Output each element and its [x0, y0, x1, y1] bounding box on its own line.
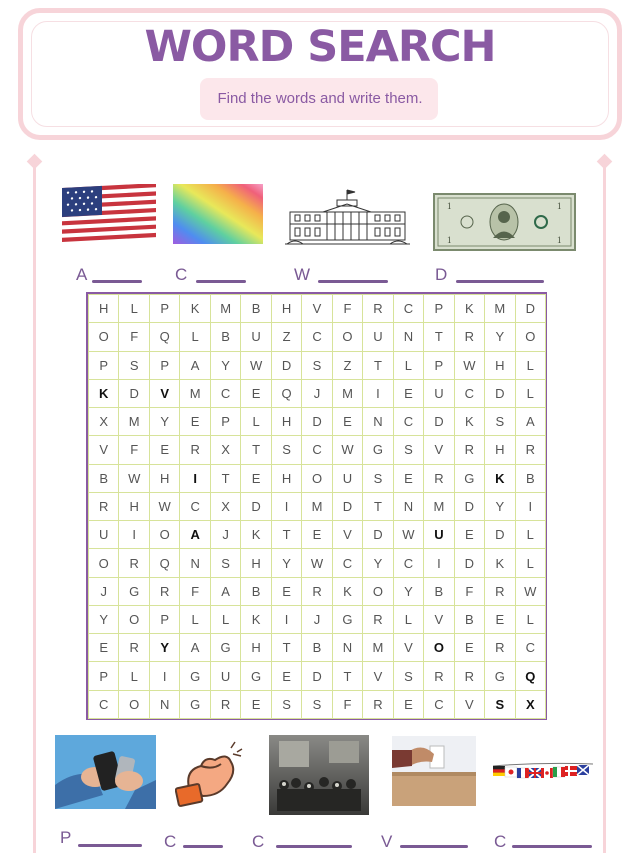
grid-cell[interactable]: C: [180, 492, 210, 520]
page-subtitle: Find the words and write them.: [217, 90, 423, 107]
grid-cell[interactable]: F: [454, 577, 484, 605]
grid-cell[interactable]: N: [393, 323, 423, 351]
grid-cell[interactable]: S: [393, 662, 423, 690]
grid-cell[interactable]: O: [363, 577, 393, 605]
grid-cell[interactable]: S: [210, 549, 240, 577]
grid-cell[interactable]: P: [89, 351, 119, 379]
grid-cell[interactable]: R: [363, 690, 393, 718]
grid-cell[interactable]: R: [485, 634, 515, 662]
grid-row: [89, 379, 546, 407]
grid-cell[interactable]: C: [302, 323, 332, 351]
rainbow-icon: [173, 184, 263, 244]
grid-cell[interactable]: D: [485, 521, 515, 549]
svg-text:1: 1: [447, 235, 452, 245]
grid-cell[interactable]: R: [363, 605, 393, 633]
grid-cell[interactable]: X: [210, 436, 240, 464]
grid-cell[interactable]: K: [241, 521, 271, 549]
grid-cell[interactable]: O: [119, 605, 149, 633]
grid-cell[interactable]: D: [515, 295, 545, 323]
grid-cell[interactable]: P: [424, 295, 454, 323]
right-diamond-ornament: [597, 154, 613, 170]
grid-cell[interactable]: I: [271, 492, 301, 520]
clue-c1-answer-line[interactable]: [183, 845, 223, 848]
grid-cell[interactable]: Q: [515, 662, 545, 690]
grid-cell[interactable]: V: [89, 436, 119, 464]
grid-cell[interactable]: R: [454, 436, 484, 464]
grid-cell[interactable]: Y: [485, 492, 515, 520]
grid-cell[interactable]: N: [180, 549, 210, 577]
grid-cell[interactable]: E: [302, 521, 332, 549]
ballot-box-icon: [392, 736, 476, 806]
grid-row: [89, 295, 546, 323]
snapping-fingers-icon: [175, 740, 243, 810]
left-diamond-ornament: [27, 154, 43, 170]
grid-cell[interactable]: A: [210, 577, 240, 605]
grid-cell[interactable]: G: [363, 436, 393, 464]
grid-cell[interactable]: W: [302, 549, 332, 577]
grid-cell[interactable]: O: [332, 323, 362, 351]
svg-text:1: 1: [557, 201, 562, 211]
grid-cell[interactable]: K: [454, 295, 484, 323]
grid-cell[interactable]: F: [119, 323, 149, 351]
grid-cell[interactable]: Q: [149, 549, 179, 577]
grid-cell[interactable]: S: [485, 690, 515, 718]
grid-cell[interactable]: C: [424, 690, 454, 718]
grid-cell[interactable]: E: [454, 634, 484, 662]
grid-cell[interactable]: Y: [363, 549, 393, 577]
grid-cell[interactable]: H: [241, 634, 271, 662]
svg-text:1: 1: [447, 201, 452, 211]
grid-cell[interactable]: I: [515, 492, 545, 520]
grid-cell[interactable]: R: [515, 436, 545, 464]
grid-cell[interactable]: M: [302, 492, 332, 520]
grid-cell[interactable]: T: [241, 436, 271, 464]
grid-cell[interactable]: R: [454, 662, 484, 690]
grid-cell[interactable]: H: [271, 464, 301, 492]
grid-cell[interactable]: C: [332, 549, 362, 577]
grid-cell[interactable]: H: [149, 464, 179, 492]
grid-cell[interactable]: E: [393, 690, 423, 718]
grid-cell[interactable]: E: [241, 379, 271, 407]
grid-cell[interactable]: L: [515, 379, 545, 407]
grid-cell[interactable]: D: [454, 492, 484, 520]
grid-cell[interactable]: D: [332, 492, 362, 520]
grid-row: [89, 634, 546, 662]
grid-cell[interactable]: S: [485, 408, 515, 436]
grid-cell[interactable]: C: [302, 436, 332, 464]
grid-cell[interactable]: R: [363, 295, 393, 323]
grid-cell[interactable]: B: [302, 634, 332, 662]
grid-cell[interactable]: V: [332, 521, 362, 549]
grid-cell[interactable]: S: [302, 351, 332, 379]
grid-cell[interactable]: F: [119, 436, 149, 464]
grid-cell[interactable]: G: [180, 690, 210, 718]
grid-cell[interactable]: V: [363, 662, 393, 690]
grid-cell[interactable]: J: [302, 605, 332, 633]
grid-cell[interactable]: A: [180, 351, 210, 379]
grid-cell[interactable]: I: [180, 464, 210, 492]
grid-cell[interactable]: V: [454, 690, 484, 718]
grid-cell[interactable]: C: [393, 549, 423, 577]
grid-cell[interactable]: V: [149, 379, 179, 407]
grid-cell[interactable]: S: [119, 351, 149, 379]
svg-text:1: 1: [557, 235, 562, 245]
grid-cell[interactable]: P: [210, 408, 240, 436]
grid-cell[interactable]: E: [241, 690, 271, 718]
grid-cell[interactable]: E: [180, 408, 210, 436]
american-flag-icon: [62, 184, 156, 242]
white-house-icon: [285, 186, 410, 250]
grid-cell[interactable]: K: [332, 577, 362, 605]
grid-cell[interactable]: W: [515, 577, 545, 605]
grid-cell[interactable]: W: [149, 492, 179, 520]
grid-cell[interactable]: L: [180, 605, 210, 633]
grid-cell[interactable]: R: [149, 577, 179, 605]
grid-cell[interactable]: E: [271, 662, 301, 690]
grid-cell[interactable]: R: [424, 464, 454, 492]
grid-cell[interactable]: K: [180, 295, 210, 323]
grid-cell[interactable]: O: [119, 690, 149, 718]
grid-cell[interactable]: B: [515, 464, 545, 492]
left-border-line: [33, 160, 36, 853]
grid-cell[interactable]: L: [180, 323, 210, 351]
grid-cell[interactable]: G: [119, 577, 149, 605]
grid-row: [89, 408, 546, 436]
page-title: WORD SEARCH: [144, 22, 496, 72]
word-search-table: [88, 294, 546, 719]
grid-cell[interactable]: X: [515, 690, 545, 718]
grid-row: [89, 521, 546, 549]
grid-cell[interactable]: D: [119, 379, 149, 407]
clue-c3-letter: C: [494, 832, 507, 851]
grid-row: [89, 323, 546, 351]
grid-cell[interactable]: N: [363, 408, 393, 436]
grid-cell[interactable]: O: [515, 323, 545, 351]
grid-cell[interactable]: Y: [149, 634, 179, 662]
grid-cell[interactable]: G: [210, 634, 240, 662]
grid-cell[interactable]: I: [149, 662, 179, 690]
grid-cell[interactable]: Q: [271, 379, 301, 407]
grid-cell[interactable]: Q: [149, 323, 179, 351]
grid-cell[interactable]: S: [271, 436, 301, 464]
grid-cell[interactable]: T: [332, 662, 362, 690]
clue-d-answer-line[interactable]: [456, 280, 544, 283]
grid-cell[interactable]: W: [332, 436, 362, 464]
grid-cell[interactable]: U: [332, 464, 362, 492]
grid-cell[interactable]: R: [302, 577, 332, 605]
grid-cell[interactable]: C: [454, 379, 484, 407]
grid-row: [89, 549, 546, 577]
grid-cell[interactable]: P: [424, 351, 454, 379]
grid-cell[interactable]: J: [89, 577, 119, 605]
grid-cell[interactable]: L: [393, 351, 423, 379]
grid-cell[interactable]: N: [149, 690, 179, 718]
grid-cell[interactable]: A: [515, 408, 545, 436]
grid-cell[interactable]: H: [271, 295, 301, 323]
clue-d-letter: D: [435, 265, 448, 284]
grid-cell[interactable]: S: [302, 690, 332, 718]
grid-cell[interactable]: Z: [271, 323, 301, 351]
grid-cell[interactable]: Y: [149, 408, 179, 436]
grid-cell[interactable]: M: [332, 379, 362, 407]
grid-cell[interactable]: N: [332, 634, 362, 662]
grid-cell[interactable]: O: [302, 464, 332, 492]
clue-a-answer-line[interactable]: [92, 280, 142, 283]
grid-cell[interactable]: B: [424, 577, 454, 605]
grid-cell[interactable]: E: [393, 464, 423, 492]
grid-cell[interactable]: I: [119, 521, 149, 549]
clue-c2-answer-line[interactable]: [276, 845, 352, 848]
grid-cell[interactable]: U: [424, 521, 454, 549]
grid-cell[interactable]: E: [485, 605, 515, 633]
grid-cell[interactable]: E: [271, 577, 301, 605]
grid-cell[interactable]: L: [515, 351, 545, 379]
grid-cell[interactable]: V: [424, 605, 454, 633]
grid-cell[interactable]: O: [424, 634, 454, 662]
grid-cell[interactable]: V: [393, 634, 423, 662]
grid-cell[interactable]: B: [210, 323, 240, 351]
grid-cell[interactable]: G: [485, 662, 515, 690]
grid-cell[interactable]: D: [454, 549, 484, 577]
grid-cell[interactable]: W: [454, 351, 484, 379]
grid-cell[interactable]: V: [424, 436, 454, 464]
grid-cell[interactable]: U: [89, 521, 119, 549]
clue-c2-letter: C: [252, 832, 265, 851]
grid-cell[interactable]: R: [180, 436, 210, 464]
grid-cell[interactable]: L: [515, 521, 545, 549]
grid-cell[interactable]: H: [241, 549, 271, 577]
grid-cell[interactable]: B: [241, 577, 271, 605]
grid-cell[interactable]: O: [149, 521, 179, 549]
grid-cell[interactable]: C: [210, 379, 240, 407]
clue-p-letter: P: [60, 828, 72, 847]
grid-cell[interactable]: U: [363, 323, 393, 351]
grid-cell[interactable]: I: [363, 379, 393, 407]
grid-cell[interactable]: F: [180, 577, 210, 605]
grid-cell[interactable]: F: [332, 295, 362, 323]
grid-cell[interactable]: G: [454, 464, 484, 492]
grid-cell[interactable]: R: [119, 549, 149, 577]
grid-cell[interactable]: D: [302, 408, 332, 436]
grid-cell[interactable]: D: [424, 408, 454, 436]
grid-cell[interactable]: C: [393, 408, 423, 436]
grid-cell[interactable]: T: [210, 464, 240, 492]
payment-phone-icon: [55, 735, 156, 809]
grid-cell[interactable]: R: [119, 634, 149, 662]
grid-cell[interactable]: Y: [210, 351, 240, 379]
grid-cell[interactable]: T: [363, 351, 393, 379]
grid-cell[interactable]: L: [119, 295, 149, 323]
grid-cell[interactable]: O: [89, 323, 119, 351]
grid-cell[interactable]: T: [363, 492, 393, 520]
grid-cell[interactable]: W: [119, 464, 149, 492]
grid-cell[interactable]: H: [271, 408, 301, 436]
grid-row: [89, 351, 546, 379]
grid-cell[interactable]: C: [393, 295, 423, 323]
clue-w-answer-line[interactable]: [318, 280, 388, 283]
grid-row: [89, 690, 546, 718]
grid-cell[interactable]: K: [485, 464, 515, 492]
grid-cell[interactable]: A: [180, 634, 210, 662]
clue-v-letter: V: [381, 832, 393, 851]
grid-cell[interactable]: V: [302, 295, 332, 323]
grid-row: [89, 577, 546, 605]
grid-cell[interactable]: M: [180, 379, 210, 407]
clue-c-answer-line[interactable]: [196, 280, 246, 283]
grid-cell[interactable]: T: [271, 521, 301, 549]
grid-cell[interactable]: D: [363, 521, 393, 549]
grid-cell[interactable]: A: [180, 521, 210, 549]
grid-cell[interactable]: O: [89, 549, 119, 577]
grid-cell[interactable]: L: [515, 605, 545, 633]
grid-cell[interactable]: K: [454, 408, 484, 436]
grid-cell[interactable]: Y: [271, 549, 301, 577]
grid-cell[interactable]: Y: [485, 323, 515, 351]
grid-cell[interactable]: K: [89, 379, 119, 407]
grid-cell[interactable]: R: [454, 323, 484, 351]
grid-cell[interactable]: G: [241, 662, 271, 690]
grid-cell[interactable]: Y: [393, 577, 423, 605]
grid-cell[interactable]: H: [485, 436, 515, 464]
grid-cell[interactable]: L: [515, 549, 545, 577]
grid-cell[interactable]: M: [210, 295, 240, 323]
grid-cell[interactable]: L: [119, 662, 149, 690]
grid-cell[interactable]: L: [241, 408, 271, 436]
grid-cell[interactable]: H: [89, 295, 119, 323]
world-flags-icon: [493, 760, 593, 790]
grid-cell[interactable]: J: [210, 521, 240, 549]
grid-cell[interactable]: S: [271, 690, 301, 718]
grid-cell[interactable]: W: [393, 521, 423, 549]
grid-cell[interactable]: E: [393, 379, 423, 407]
grid-row: [89, 605, 546, 633]
grid-cell[interactable]: R: [210, 690, 240, 718]
grid-cell[interactable]: M: [485, 295, 515, 323]
grid-cell[interactable]: Y: [89, 605, 119, 633]
grid-cell[interactable]: B: [454, 605, 484, 633]
clue-c3-answer-line[interactable]: [512, 845, 592, 848]
grid-cell[interactable]: R: [485, 577, 515, 605]
grid-cell[interactable]: P: [89, 662, 119, 690]
grid-cell[interactable]: U: [424, 379, 454, 407]
grid-cell[interactable]: U: [241, 323, 271, 351]
grid-cell[interactable]: E: [332, 408, 362, 436]
grid-cell[interactable]: D: [241, 492, 271, 520]
grid-cell[interactable]: L: [393, 605, 423, 633]
grid-cell[interactable]: P: [149, 295, 179, 323]
grid-cell[interactable]: E: [454, 521, 484, 549]
grid-cell[interactable]: E: [89, 634, 119, 662]
grid-cell[interactable]: X: [210, 492, 240, 520]
grid-cell[interactable]: M: [424, 492, 454, 520]
grid-cell[interactable]: Z: [332, 351, 362, 379]
grid-cell[interactable]: M: [119, 408, 149, 436]
grid-cell[interactable]: B: [89, 464, 119, 492]
grid-cell[interactable]: K: [241, 605, 271, 633]
grid-cell[interactable]: C: [89, 690, 119, 718]
grid-cell[interactable]: G: [332, 605, 362, 633]
clue-p-answer-line[interactable]: [78, 844, 142, 847]
grid-cell[interactable]: J: [302, 379, 332, 407]
grid-cell[interactable]: E: [241, 464, 271, 492]
grid-cell[interactable]: F: [332, 690, 362, 718]
grid-row: [89, 436, 546, 464]
clue-v-answer-line[interactable]: [400, 845, 468, 848]
grid-cell[interactable]: T: [271, 634, 301, 662]
grid-cell[interactable]: L: [210, 605, 240, 633]
grid-cell[interactable]: H: [119, 492, 149, 520]
clue-a-letter: A: [76, 265, 88, 284]
grid-cell[interactable]: T: [424, 323, 454, 351]
grid-cell[interactable]: I: [271, 605, 301, 633]
grid-row: [89, 464, 546, 492]
clue-c1-letter: C: [164, 832, 177, 851]
congress-painting-icon: [269, 735, 369, 815]
grid-cell[interactable]: D: [271, 351, 301, 379]
grid-cell[interactable]: U: [210, 662, 240, 690]
dollar-bill-icon: [433, 193, 576, 251]
grid-cell[interactable]: R: [424, 662, 454, 690]
grid-row: [89, 662, 546, 690]
grid-cell[interactable]: P: [149, 605, 179, 633]
grid-cell[interactable]: R: [89, 492, 119, 520]
grid-cell[interactable]: C: [515, 634, 545, 662]
grid-row: [89, 492, 546, 520]
grid-cell[interactable]: H: [485, 351, 515, 379]
grid-cell[interactable]: S: [363, 464, 393, 492]
grid-cell[interactable]: P: [149, 351, 179, 379]
word-search-grid: [86, 292, 547, 720]
grid-cell[interactable]: I: [424, 549, 454, 577]
grid-cell[interactable]: N: [393, 492, 423, 520]
grid-cell[interactable]: M: [363, 634, 393, 662]
grid-cell[interactable]: G: [180, 662, 210, 690]
grid-cell[interactable]: X: [89, 408, 119, 436]
right-border-line: [603, 160, 606, 853]
grid-cell[interactable]: E: [149, 436, 179, 464]
clue-w-letter: W: [294, 265, 311, 284]
clue-c-letter: C: [175, 265, 188, 284]
grid-cell[interactable]: D: [485, 379, 515, 407]
grid-cell[interactable]: W: [241, 351, 271, 379]
grid-cell[interactable]: D: [302, 662, 332, 690]
grid-cell[interactable]: B: [241, 295, 271, 323]
grid-cell[interactable]: S: [393, 436, 423, 464]
grid-cell[interactable]: K: [485, 549, 515, 577]
